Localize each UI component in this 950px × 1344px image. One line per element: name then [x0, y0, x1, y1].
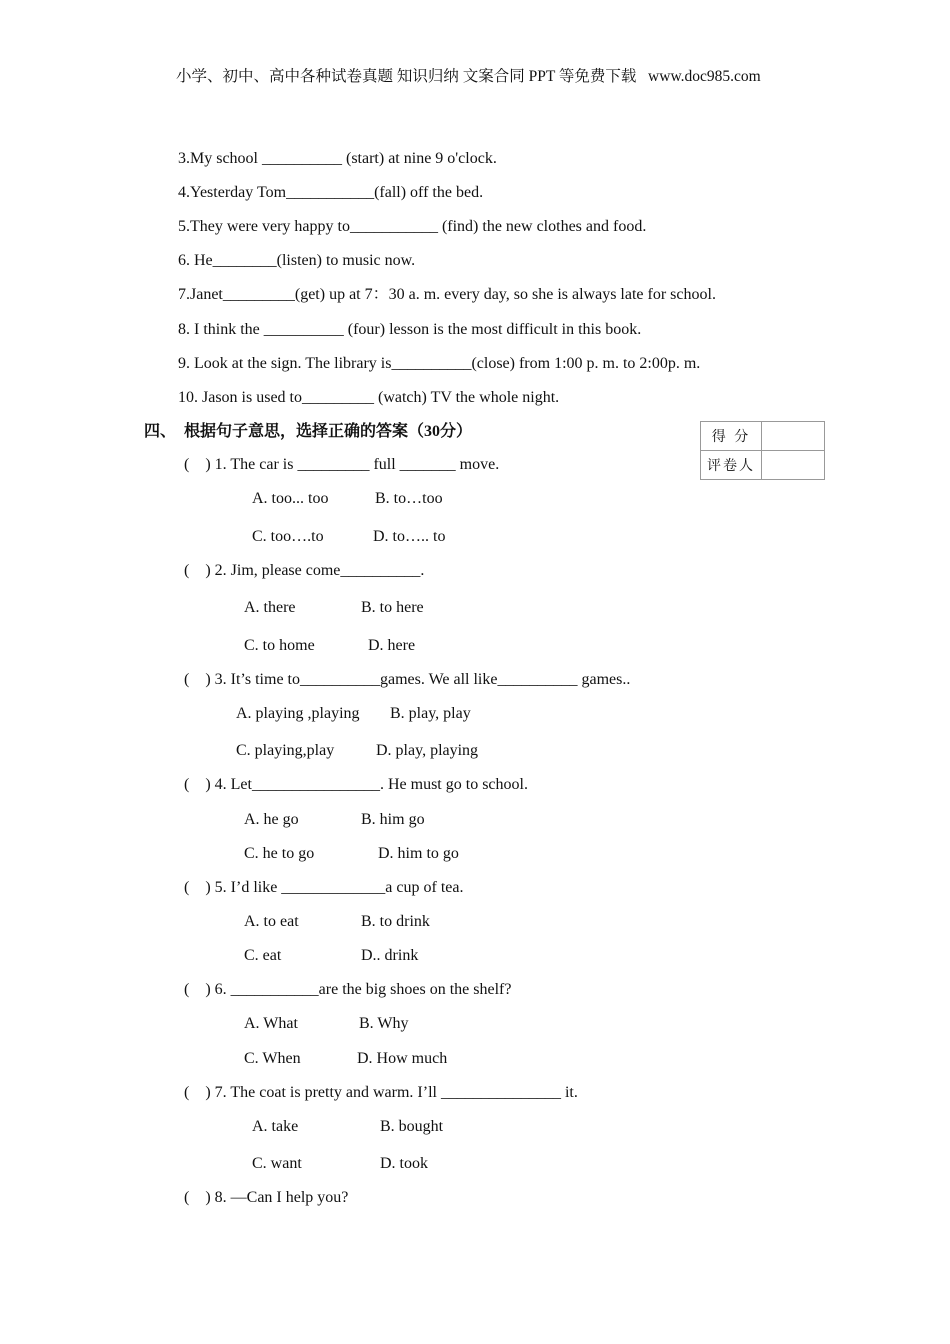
option-a: A. he go	[244, 811, 299, 828]
option-a: A. to eat	[244, 913, 299, 930]
option-a: A. What	[244, 1015, 298, 1032]
option-a: A. playing ,playing	[236, 705, 360, 722]
question-stem: ( ) 1. The car is _________ full _______ move.	[184, 456, 500, 473]
option-c: C. he to go	[244, 845, 315, 862]
option-a: A. take	[252, 1118, 299, 1135]
question-stem: ( ) 3. It’s time to__________games. We all like__________ games..	[184, 671, 631, 688]
option-b: B. to drink	[361, 913, 430, 930]
option-a: A. there	[244, 599, 296, 616]
option-d: D. here	[368, 637, 416, 654]
score-label: 得 分	[701, 422, 762, 451]
option-d: D. play, playing	[376, 742, 479, 759]
option-a: A. too... too	[252, 490, 329, 507]
fill-blank-item: 3.My school __________ (start) at nine 9 o'clock.	[178, 150, 497, 167]
grader-label: 评卷人	[701, 451, 762, 480]
option-c: C. playing,play	[236, 742, 335, 759]
option-c: C. eat	[244, 947, 282, 964]
fill-blank-item: 4.Yesterday Tom___________(fall) off the bed.	[178, 184, 484, 201]
option-c: C. want	[252, 1155, 302, 1172]
fill-blank-item: 8. I think the __________ (four) lesson is the most difficult in this book.	[178, 321, 642, 338]
fill-blank-item: 7.Janet_________(get) up at 7：30 a. m. every day, so she is always late for school.	[178, 286, 716, 303]
option-d: D. to….. to	[373, 528, 446, 545]
option-d: D. How much	[357, 1050, 448, 1067]
option-c: C. too….to	[252, 528, 324, 545]
fill-blank-item: 10. Jason is used to_________ (watch) TV the whole night.	[178, 389, 560, 406]
option-c: C. to home	[244, 637, 315, 654]
fill-blank-item: 9. Look at the sign. The library is__________(close) from 1:00 p. m. to 2:00p. m.	[178, 355, 701, 372]
section-number: 四、	[144, 423, 177, 440]
score-value-cell	[762, 422, 825, 451]
option-b: B. bought	[380, 1118, 444, 1135]
question-stem: ( ) 7. The coat is pretty and warm. I’ll _______________ it.	[184, 1084, 578, 1101]
option-b: B. to…too	[375, 490, 443, 507]
option-b: B. Why	[359, 1015, 409, 1032]
option-b: B. to here	[361, 599, 424, 616]
option-b: B. play, play	[390, 705, 471, 722]
option-c: C. When	[244, 1050, 301, 1067]
option-d: D.. drink	[361, 947, 419, 964]
option-d: D. him to go	[378, 845, 459, 862]
question-stem: ( ) 8. —Can I help you?	[184, 1189, 349, 1206]
option-d: D. took	[380, 1155, 428, 1172]
page-header: 小学、初中、高中各种试卷真题 知识归纳 文案合同 PPT 等免费下载 www.doc985.com	[176, 68, 761, 85]
fill-blank-item: 5.They were very happy to___________ (find) the new clothes and food.	[178, 218, 647, 235]
fill-blank-item: 6. He________(listen) to music now.	[178, 252, 416, 269]
option-b: B. him go	[361, 811, 425, 828]
section-title: 根据句子意思，选择正确的答案（30分）	[184, 423, 473, 440]
question-stem: ( ) 4. Let________________. He must go to school.	[184, 776, 528, 793]
question-stem: ( ) 2. Jim, please come__________.	[184, 562, 425, 579]
question-stem: ( ) 5. I’d like _____________a cup of tea.	[184, 879, 464, 896]
score-box	[700, 421, 825, 480]
question-stem: ( ) 6. ___________are the big shoes on the shelf?	[184, 981, 512, 998]
grader-value-cell	[762, 451, 825, 480]
